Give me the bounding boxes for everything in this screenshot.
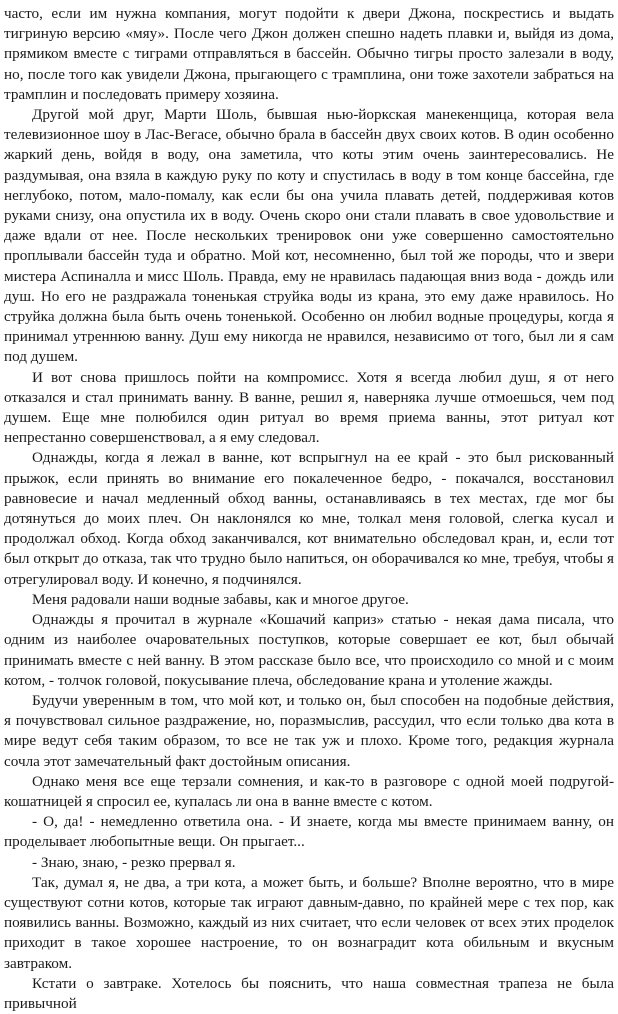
- paragraph-marty-scholl: Другой мой друг, Марти Шоль, бывшая нью-йоркская манекенщица, которая вела телевизионное шоу в Лас-Вегасе, обычно брала в бассейн двух своих котов. В один особенно жаркий день, войдя в воду, она заметила, что коты этим очень заинтересовались. Не раздумывая, она взяла в каждую руку по коту и спустилась в воду в том конце бассейна, где неглубоко, потом, мало-помалу, как если бы она учила плавать детей, поддерживая котов руками снизу, она опустила их в воду. Очень скоро они стали плавать в свое удовольствие и даже вдали от нее. После нескольких тренировок они уже совершенно самостоятельно проплывали бассейн туда и обратно. Мой кот, несомненно, был той же породы, что и звери мистера Аспиналла и мисс Шоль. Правда, ему не нравилась падающая вниз вода - дождь или душ. Но его не раздражала тоненькая струйка воды из крана, это ему даже нравилось. Но струйка должна была быть очень тоненькой. Особенно он любил водные процедуры, когда я принимал утреннюю ванну. Душ ему никогда не нравился, независимо от того, был ли я сам под душем.: [4, 106, 614, 366]
- paragraph-irritation: Будучи уверенным в том, что мой кот, и только он, был способен на подобные действия, я почувствовал сильное раздражение, но, поразмыслив, рассудил, что если только два кота в мире ведут себя таким образом, то все не так уж и плохо. Кроме того, редакция журнала сочла этот замечательный факт достойным описания.: [4, 691, 614, 770]
- paragraph-compromise-bath: И вот снова пришлось пойти на компромисс. Хотя я всегда любил душ, я от него отказался и стал принимать ванну. В ванне, решил я, наверняка лучше отмоешься, чем под душем. Еще мне полюбился один ритуал во время приема ванны, этот ритуал кот непрестанно совершенствовал, а я ему следовал.: [4, 368, 614, 447]
- paragraph-interruption: - Знаю, знаю, - резко прервал я.: [32, 853, 236, 871]
- paragraph-water-games: Меня радовали наши водные забавы, как и многое другое.: [32, 590, 409, 608]
- paragraph-tigers-continued: часто, если им нужна компания, могут подойти к двери Джона, поскрестись и выдать тигриную версию «мяу». После чего Джон должен спешно надеть плавки и, выйдя из дома, прямиком вместе с тиграми отправляться в бассейн. Обычно тигры просто залезали в воду, но, после того как увидели Джона, прыгающего с трамплина, они тоже захотели забраться на трамплин и последовать примеру хозяина.: [4, 5, 614, 103]
- paragraph-three-cats: Так, думал я, не два, а три кота, а может быть, и больше? Вполне вероятно, что в мире существуют сотни котов, которые так играют давным-давно, по крайней мере с тех пор, как появились ванны. Возможно, каждый из них считает, что если человек от всех этих проделок приходит в такое хорошее настроение, то он вознаградит кота обильным и вкусным завтраком.: [4, 873, 614, 972]
- paragraph-magazine-article: Однажды я прочитал в журнале «Кошачий каприз» статью - некая дама писала, что одним из наиболее очаровательных поступков, которые совершает ее кот, был обычай принимать вместе с ней ванну. В этом рассказе было все, что происходило со мной и с моим котом, - толчок головой, покусывание плеча, обследование крана и утоление жажды.: [4, 611, 614, 689]
- paragraph-breakfast: Кстати о завтраке. Хотелось бы пояснить, что наша совместная трапеза не была привычной: [4, 974, 614, 1012]
- paragraph-bath-ritual: Однажды, когда я лежал в ванне, кот вспрыгнул на ее край - это был рискованный прыжок, если принять во внимание его покалеченное бедро, - покачался, восстановил равновесие и начал медленный обход ванны, останавливаясь в тех местах, где мог бы дотянуться до моих плеч. Он наклонялся ко мне, толкал меня головой, слегка кусал и продолжал обход. Когда обход заканчивался, кот внимательно обследовал кран, и, если тот был открыт до отказа, так что трудно было напиться, он оборачивался ко мне, требуя, чтобы я отрегулировал воду. И конечно, я подчинялся.: [4, 449, 614, 588]
- paragraph-doubts: Однако меня все еще терзали сомнения, и как-то в разговоре с одной моей подругой-кошатницей я спросил ее, купалась ли она в ванне вместе с котом.: [4, 772, 614, 810]
- paragraph-friend-reply: - О, да! - немедленно ответила она. - И знаете, когда мы вместе принимаем ванну, он проделывает любопытные вещи. Он прыгает...: [4, 813, 614, 851]
